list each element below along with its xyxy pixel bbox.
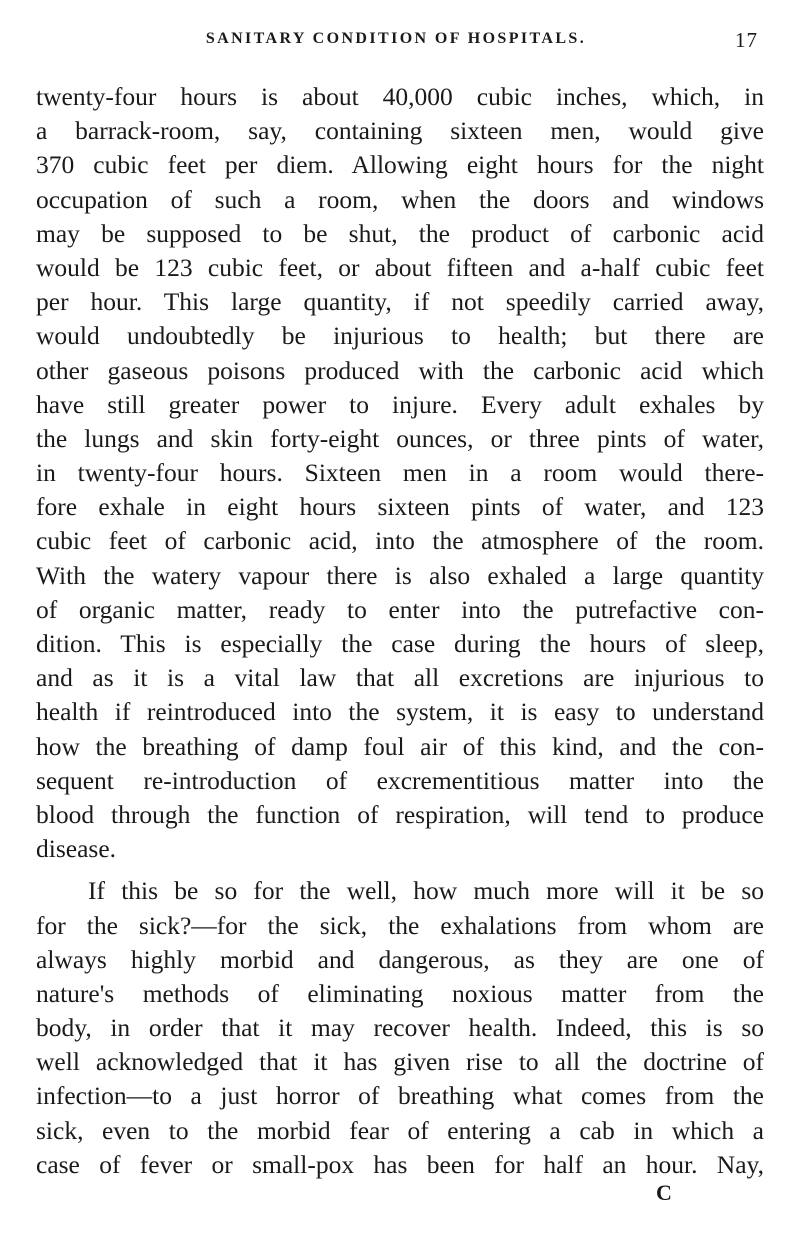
text-line: twenty-four hours is about 40,000 cubic inches, which, in xyxy=(36,82,764,111)
page-number: 17 xyxy=(735,28,758,52)
text-line: the lungs and skin forty-eight ounces, or three pints of water, xyxy=(36,423,764,453)
text-line: If this be so for the well, how much more will it be so xyxy=(88,876,764,906)
text-line: disease. xyxy=(36,834,117,864)
text-line: would be 123 cubic feet, or about fifteen and a-half cubic feet xyxy=(36,252,764,282)
text-line: sequent re-introduction of excrementitious matter into the xyxy=(36,765,764,795)
paragraph-1 xyxy=(36,80,764,866)
text-line: how the breathing of damp foul air of this kind, and the con- xyxy=(36,731,764,761)
text-line: for the sick?—for the sick, the exhalations from whom are xyxy=(36,910,764,940)
text-line: sick, even to the morbid fear of entering a cab in which a xyxy=(36,1115,764,1145)
text-line: always highly morbid and dangerous, as they are one of xyxy=(36,944,764,974)
text-line: would undoubtedly be injurious to health; but there are xyxy=(36,321,764,351)
text-line: have still greater power to injure. Every adult exhales by xyxy=(36,389,764,419)
text-line: fore exhale in eight hours sixteen pints of water, and 123 xyxy=(36,492,764,522)
text-line: case of fever or small-pox has been for half an hour. Nay, xyxy=(36,1149,764,1179)
text-line: in twenty-four hours. Sixteen men in a room would there- xyxy=(36,458,764,488)
running-head xyxy=(36,30,764,58)
text-line: With the watery vapour there is also exhaled a large quantity xyxy=(36,560,764,590)
text-line: and as it is a vital law that all excretions are injurious to xyxy=(36,663,764,693)
text-line: nature's methods of eliminating noxious matter from the xyxy=(36,978,764,1008)
text-line: may be supposed to be shut, the product of carbonic acid xyxy=(36,218,764,248)
text-line: per hour. This large quantity, if not speedily carried away, xyxy=(36,287,764,317)
body-text xyxy=(36,80,764,1182)
text-line: occupation of such a room, when the doors and windows xyxy=(36,184,764,214)
text-line: 370 cubic feet per diem. Allowing eight hours for the night xyxy=(36,150,764,180)
text-line: other gaseous poisons produced with the carbonic acid which xyxy=(36,355,764,385)
text-line: health if reintroduced into the system, it is easy to understand xyxy=(36,697,764,727)
text-line: body, in order that it may recover health. Indeed, this is so xyxy=(36,1013,764,1043)
text-line: well acknowledged that it has given rise to all the doctrine of xyxy=(36,1047,764,1077)
text-line: dition. This is especially the case during the hours of sleep, xyxy=(36,629,764,658)
signature-mark: C xyxy=(656,1180,672,1205)
paragraph-2 xyxy=(36,874,764,1182)
text-line: cubic feet of carbonic acid, into the atmosphere of the room. xyxy=(36,526,764,556)
running-title: SANITARY CONDITION OF HOSPITALS. xyxy=(205,30,587,47)
text-line: infection—to a just horror of breathing what comes from the xyxy=(36,1081,764,1111)
text-line: of organic matter, ready to enter into the putrefactive con- xyxy=(36,594,764,624)
text-line: blood through the function of respiration, will tend to produce xyxy=(36,799,764,829)
text-line: a barrack-room, say, containing sixteen men, would give xyxy=(36,116,764,146)
